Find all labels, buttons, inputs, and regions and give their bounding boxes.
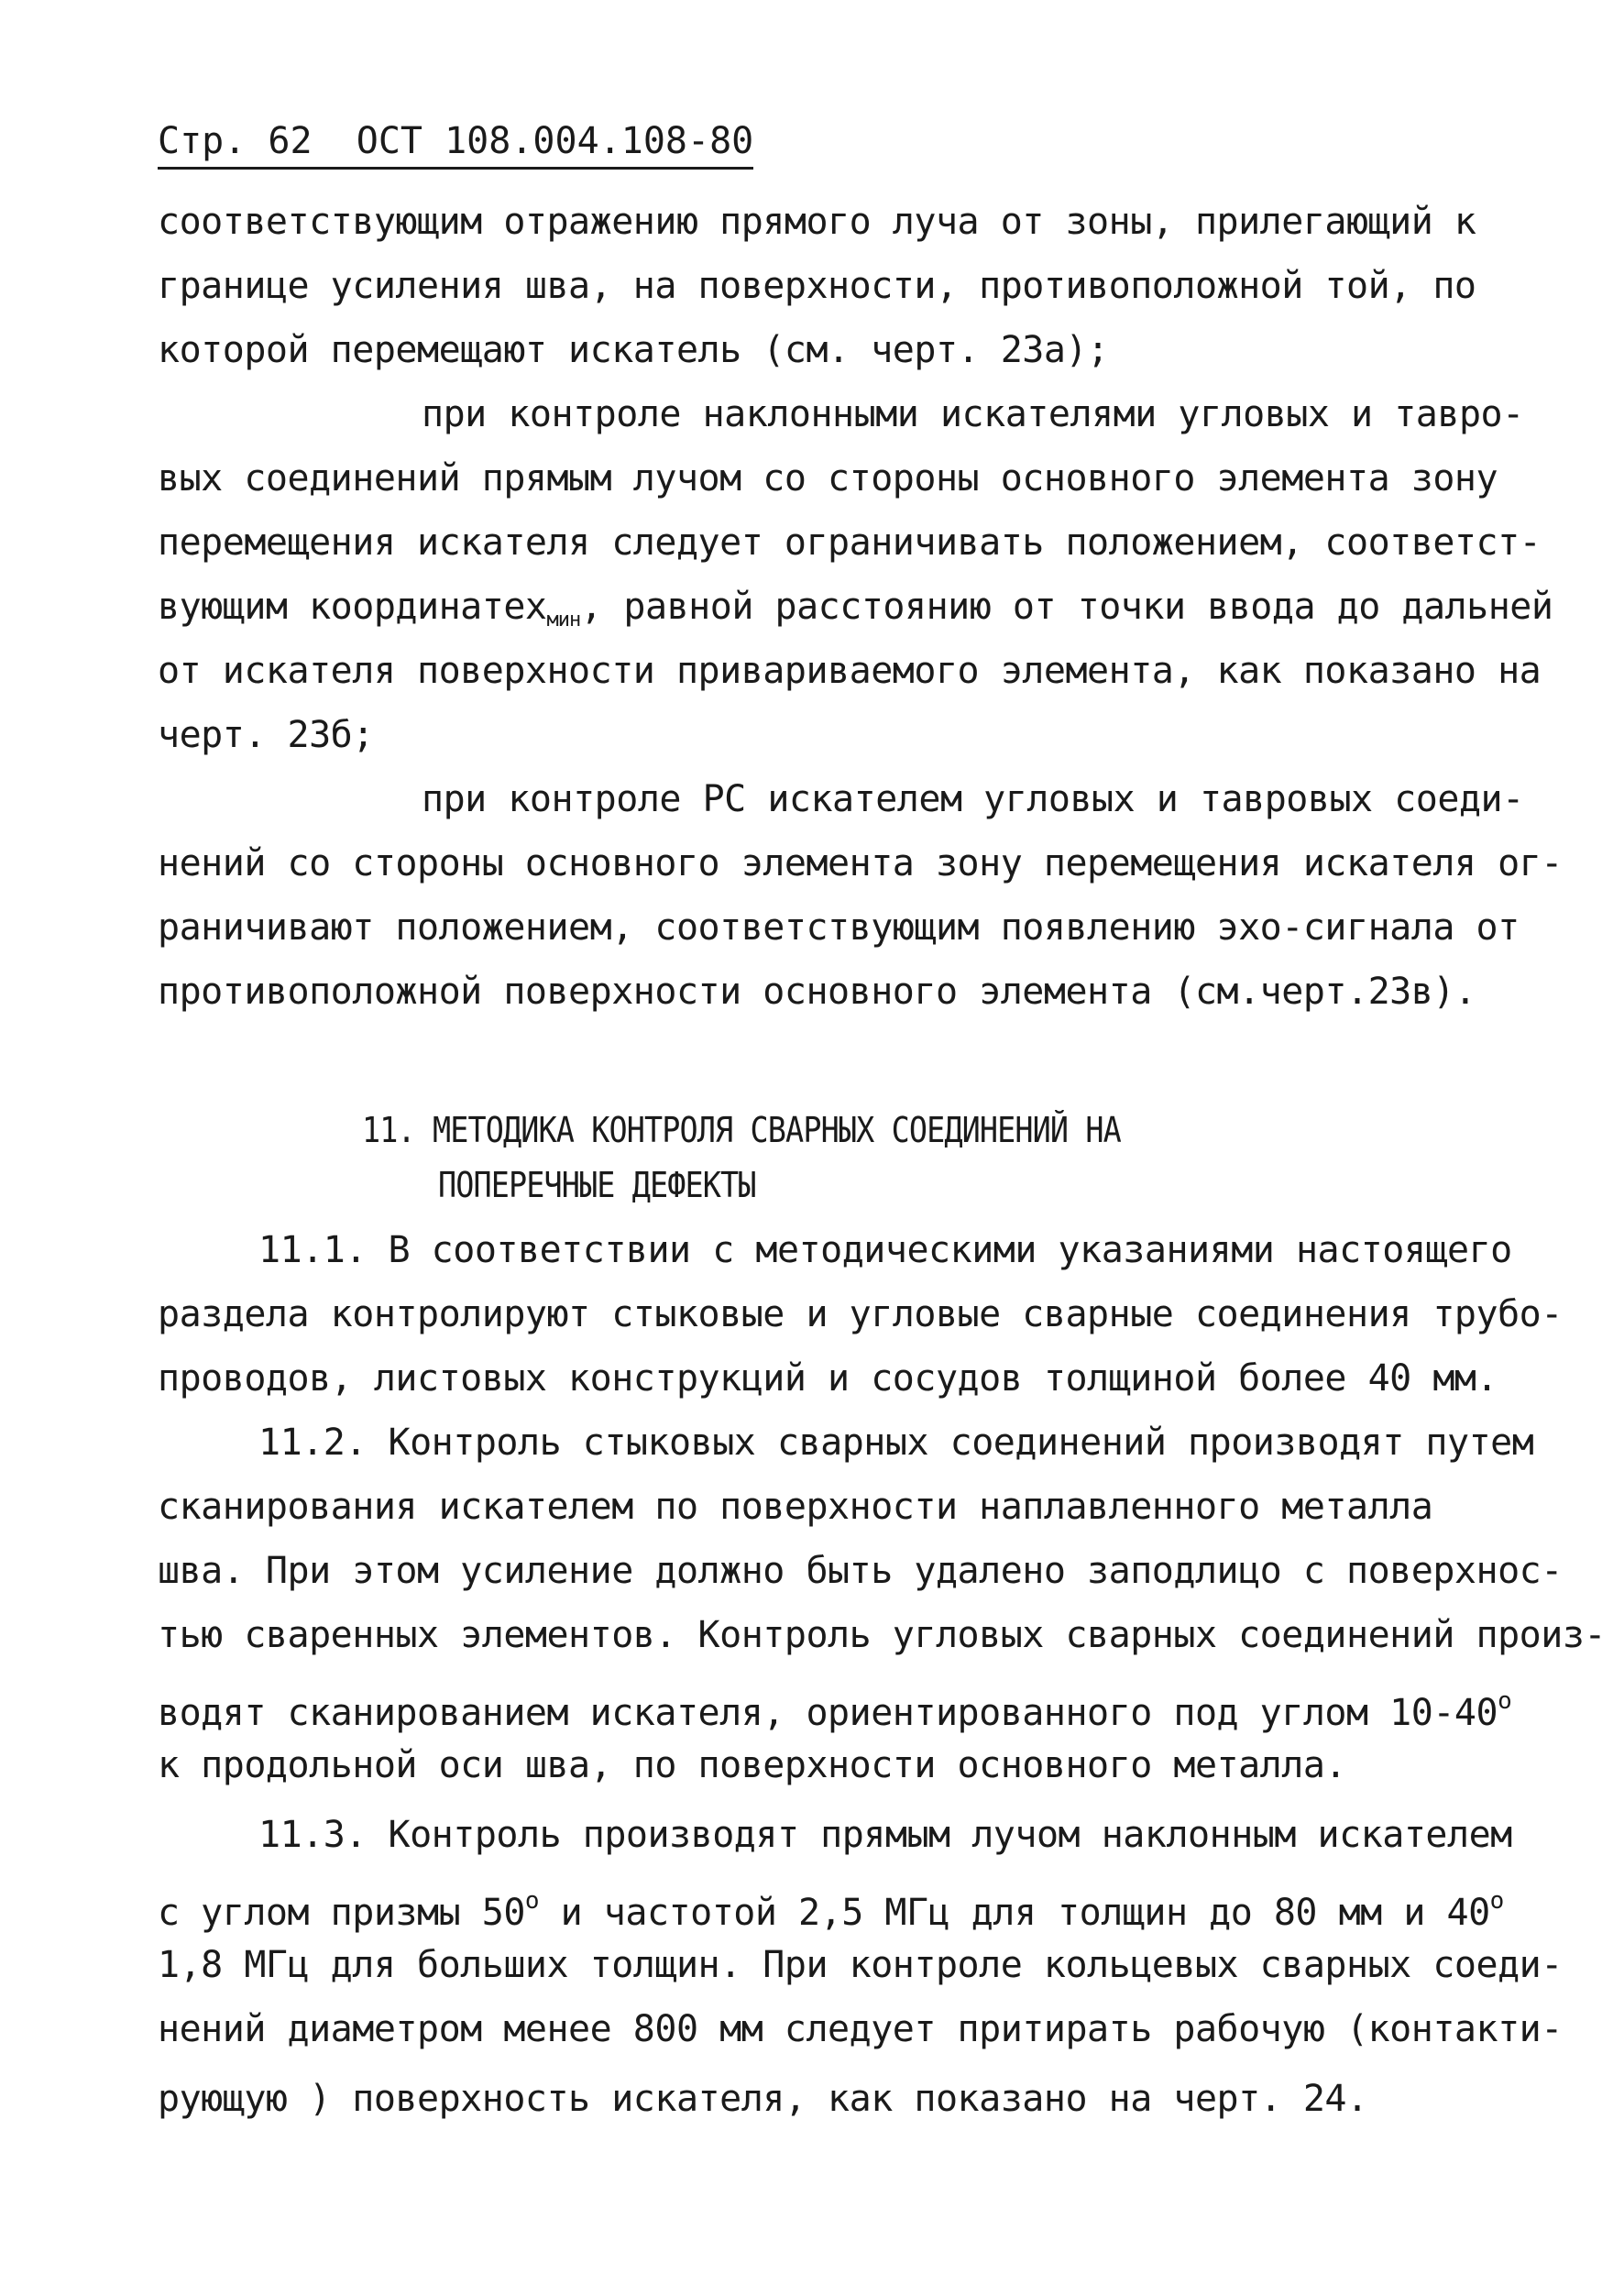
text-fragment: и частотой 2,5 МГц для толщин до 80 мм и 40 [539,1892,1490,1934]
text-line [158,585,1553,642]
section-heading: 11. МЕТОДИКА КОНТРОЛЯ СВАРНЫХ СОЕДИНЕНИЙ НА [362,1110,1121,1150]
text-line: противоположной поверхности основного элемента (см.черт.23в). [158,971,1476,1013]
text-line: границе усиления шва, на поверхности, противоположной той, по [158,265,1476,307]
standard-code: ОСТ 108.004.108-80 [356,120,754,162]
text-line: перемещения искателя следует ограничивать положением, соответст- [158,522,1542,564]
text-line: от искателя поверхности привариваемого элемента, как показано на [158,650,1542,692]
text-line: к продольной оси шва, по поверхности основного металла. [158,1744,1347,1786]
text-line: вых соединений прямым лучом со стороны основного элемента зону [158,457,1498,500]
text-fragment: с углом призмы 50 [158,1892,525,1934]
text-line: 11.2. Контроль стыковых сварных соединений производят путем [258,1422,1534,1464]
text-line: шва. При этом усиление должно быть удалено заподлицо с поверхнос- [158,1550,1563,1592]
text-line: проводов, листовых конструкций и сосудов толщиной более 40 мм. [158,1357,1498,1400]
text-line: тью сваренных элементов. Контроль угловых сварных соединений произ- [158,1614,1606,1656]
text-fragment: вующим координате [158,586,525,628]
text-line: раздела контролируют стыковые и угловые сварные соединения трубо- [158,1293,1563,1335]
text-line: при контроле РС искателем угловых и тавровых соеди- [422,778,1524,820]
text-line: сканирования искателем по поверхности наплавленного металла [158,1486,1433,1528]
text-line: нений со стороны основного элемента зону перемещения искателя ог- [158,842,1563,884]
page-header [158,119,753,170]
text-line: при контроле наклонными искателями угловых и тавро- [422,393,1524,435]
text-line: соответствующим отражению прямого луча от зоны, прилегающий к [158,201,1476,243]
coordinate-subscript: мин [546,609,581,631]
text-line: нений диаметром менее 800 мм следует притирать рабочую (контакти- [158,2008,1563,2050]
text-line: 11.3. Контроль производят прямым лучом наклонным искателем [258,1814,1512,1856]
text-fragment: , равной расстоянию от точки ввода до дальней [580,586,1553,628]
degree-sign: о [524,1887,540,1915]
section-heading-continued: ПОПЕРЕЧНЫЕ ДЕФЕКТЫ [438,1165,756,1205]
coordinate-variable: x [524,586,547,628]
text-line: которой перемещают искатель (см. черт. 23а); [158,329,1109,371]
text-line: черт. 23б; [158,714,374,756]
text-line: 11.1. В соответствии с методическими указаниями настоящего [258,1229,1512,1271]
page-number: Стр. 62 [158,120,313,162]
text-line: раничивают положением, соответствующим появлению эхо-сигнала от [158,906,1520,949]
text-line: рующую ) поверхность искателя, как показано на черт. 24. [158,2078,1368,2120]
degree-sign: о [1489,1887,1504,1915]
text-line [158,1679,1511,1735]
degree-sign: о [1498,1687,1512,1715]
text-fragment: водят сканированием искателя, ориентированного под углом 10-40 [158,1692,1498,1734]
text-line: 1,8 МГц для больших толщин. При контроле кольцевых сварных соеди- [158,1944,1563,1986]
text-line [158,1879,1504,1935]
